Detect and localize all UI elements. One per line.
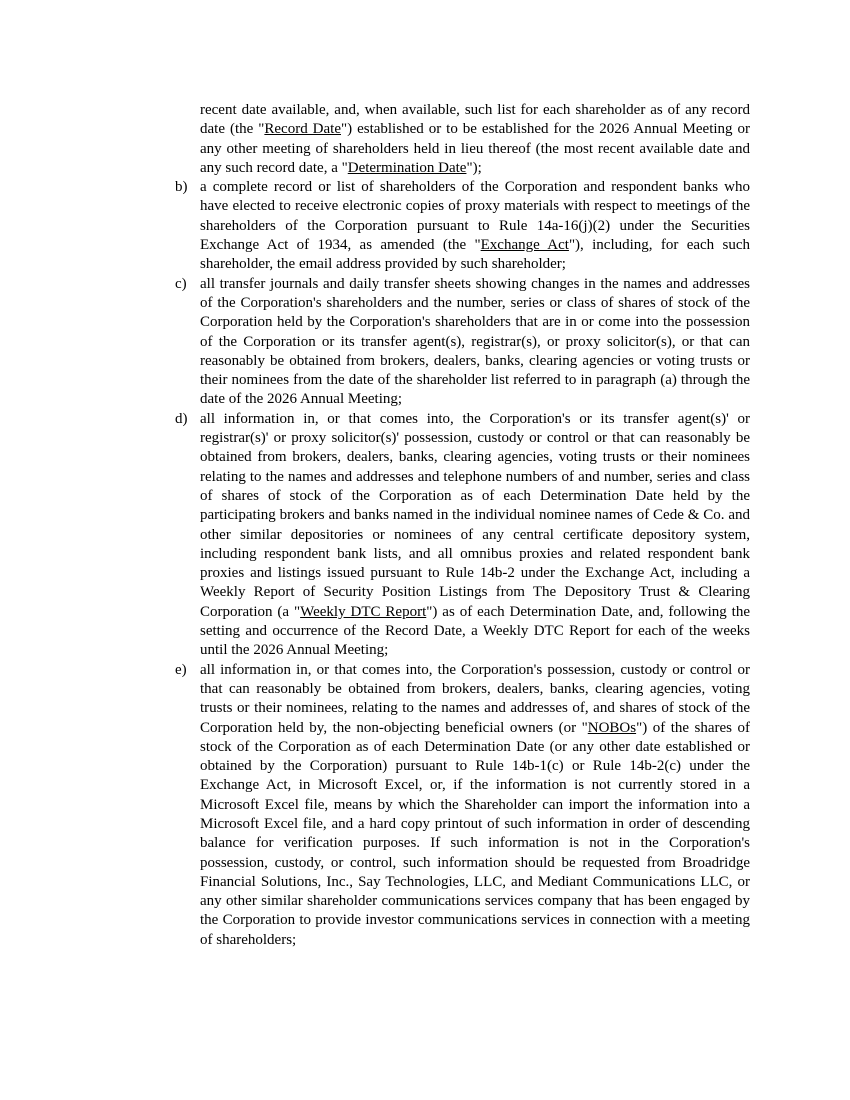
list-item: [175, 178, 750, 274]
item-label: c): [175, 275, 187, 292]
paragraph-text: all transfer journals and daily transfer sheets showing changes in the names and addresses of the Corporation's shareholders and the number, series or class of shares of stock of the Corporation held by the Corporation's shareholders that are in or come into the possession of the Corporation or its transfer agent(s), registrar(s), or proxy solicitor(s), or that can reasonably be obtained from brokers, dealers, banks, clearing agencies or voting trusts or their nominees from the date of the shareholder list referred to in paragraph (a) through the date of the 2026 Annual Meeting;: [200, 275, 750, 408]
paragraph-text: ") established or to be established for the 2026 Annual Meeting or any other meeting of shareholders held in lieu thereof (the most recent available date and any such record date, a ": [200, 121, 750, 176]
underlined-defined-term: Weekly DTC Report: [300, 603, 427, 620]
item-label: d): [175, 410, 188, 427]
paragraph-text: ") as of each Determination Date, and, following the setting and occurrence of the Record Date, a Weekly DTC Report for each of the weeks until the 2026 Annual Meeting;: [200, 603, 751, 659]
paragraph-text: all information in, or that comes into, the Corporation's or its transfer agent(s)' or registrar(s)' or proxy solicitor(s)' possession, custody or control or that can reasonably be obtained from brokers, dealers, banks, clearing agencies, voting trusts or their nominees relating to the names and addresses and telephone numbers of and number, series and class of shares of stock of the Corporation as of each Determination Date held by the participating brokers and banks named in the individual nominee names of Cede & Co. and other similar depositories or nominees of any central certificate depository system, including respondent bank lists, and all omnibus proxies and related respondent bank proxies and listings issued pursuant to Rule 14b-2 under the Exchange Act, including a Weekly Report of Security Position Listings from The Depository Trust & Clearing Corporation (a ": [200, 410, 750, 620]
paragraph-text: "), including, for each such shareholder, the email address provided by such shareholder;: [200, 237, 751, 273]
underlined-defined-term: Exchange Act: [480, 237, 569, 254]
paragraph-text: ") of the shares of stock of the Corporation as of each Determination Date (or any other date established or obtained by the Corporation) pursuant to Rule 14b-1(c) or Rule 14b-2(c) under the Exchange Act, in Microsoft Excel, or, if the information is not currently stored in a Microsoft Excel file, means by which the Shareholder can import the information into a Microsoft Excel file, and a hard copy printout of such information in order of descending balance for verification purposes. If such information is not in the Corporation's possession, custody, or control, such information should be requested from Broadridge Financial Solutions, Inc., Say Technologies, LLC, and Mediant Communications LLC, or any other similar shareholder communications services company that has been engaged by the Corporation to provide investor communications services in connection with a meeting of shareholders;: [200, 719, 750, 948]
list-item: [175, 275, 750, 410]
paragraph-text: a complete record or list of shareholders of the Corporation and respondent banks who have elected to receive electronic copies of proxy materials with respect to meetings of the shareholders of the Corporation pursuant to Rule 14a-16(j)(2) under the Securities Exchange Act of 1934, as amended (the ": [200, 179, 750, 254]
underlined-defined-term: NOBOs: [587, 719, 637, 736]
item-label: b): [175, 179, 188, 196]
item-label: e): [175, 661, 187, 678]
paragraph-text: all information in, or that comes into, the Corporation's possession, custody or control or that can reasonably be obtained from brokers, dealers, banks, clearing agencies, voting trusts or their nominees, relating to the names and addresses of, and shares of stock of the Corporation held by, the non-objecting beneficial owners (or ": [200, 661, 750, 736]
underlined-defined-term: Determination Date: [347, 159, 467, 176]
list-item: [175, 410, 750, 661]
list-item: [175, 661, 750, 950]
paragraph-text: recent date available, and, when available, such list for each shareholder as of any record date (the ": [200, 102, 750, 138]
paragraph-text: ");: [466, 159, 482, 176]
underlined-defined-term: Record Date: [264, 121, 341, 138]
document-body: [175, 101, 750, 950]
list-item: [175, 101, 750, 178]
